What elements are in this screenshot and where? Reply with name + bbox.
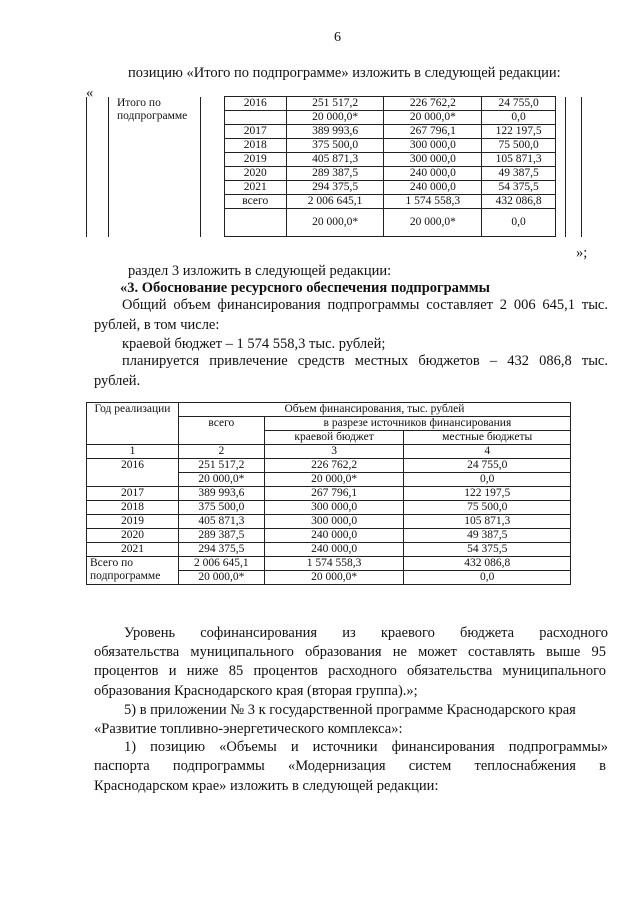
- para2: краевой бюджет – 1 574 558,3 тыс. рублей;: [122, 336, 386, 352]
- regional-cell: 300 000,0: [264, 501, 404, 515]
- table-row: [87, 543, 571, 557]
- section-heading: «3. Обоснование ресурсного обеспечения подпрограммы: [120, 280, 490, 296]
- year-cell: 2017: [87, 487, 179, 501]
- header-total: всего: [178, 417, 264, 445]
- intro-line: позицию «Итого по подпрограмме» изложить в следующей редакции:: [128, 65, 561, 81]
- table-row: [87, 529, 571, 543]
- total-cell: 20 000,0*: [178, 571, 264, 585]
- total-cell: 294 375,5: [178, 543, 264, 557]
- local-cell: 122 197,5: [482, 125, 556, 139]
- total-label-line2: подпрограмме: [116, 109, 188, 122]
- local-cell: 24 755,0: [482, 97, 556, 111]
- regional-cell: 20 000,0*: [264, 571, 404, 585]
- para1-line2: рублей, в том числе:: [94, 317, 220, 333]
- local-cell: 75 500,0: [482, 139, 556, 153]
- regional-cell: 300 000,0: [264, 515, 404, 529]
- regional-cell: 20 000,0*: [264, 473, 404, 487]
- table-row: [87, 557, 571, 571]
- local-cell: 54 375,5: [404, 543, 571, 557]
- total-cell: 289 387,5: [178, 529, 264, 543]
- para4-line4: образования Краснодарского края (вторая группа).»;: [94, 683, 418, 699]
- total-cell: 405 871,3: [286, 153, 384, 167]
- local-cell: 54 375,5: [482, 181, 556, 195]
- total-cell: 20 000,0*: [286, 111, 384, 125]
- financing-table: [86, 402, 571, 585]
- table-row: [87, 501, 571, 515]
- open-quote: «: [86, 85, 94, 101]
- year-cell: 2021: [224, 181, 286, 195]
- regional-cell: 267 796,1: [264, 487, 404, 501]
- total-label-line1: Всего по: [90, 557, 133, 569]
- total-cell: 289 387,5: [286, 167, 384, 181]
- local-cell: 0,0: [482, 209, 556, 237]
- local-cell: 432 086,8: [404, 557, 571, 571]
- para3-line2: рублей.: [94, 373, 141, 389]
- header-volume: Объем финансирования, тыс. рублей: [178, 403, 570, 417]
- page-number: 6: [334, 30, 341, 45]
- local-cell: 105 871,3: [482, 153, 556, 167]
- blank-col: [556, 97, 566, 237]
- total-cell: 2 006 645,1: [286, 195, 384, 209]
- total-cell: 20 000,0*: [286, 209, 384, 237]
- regional-cell: 20 000,0*: [384, 111, 482, 125]
- regional-cell: 300 000,0: [384, 153, 482, 167]
- total-cell: 389 993,6: [178, 487, 264, 501]
- para5-line2: «Развитие топливно-энергетического комплекса»:: [94, 721, 403, 737]
- regional-cell: 1 574 558,3: [384, 195, 482, 209]
- total-cell: 389 993,6: [286, 125, 384, 139]
- col-number: 2: [178, 445, 264, 459]
- regional-cell: 240 000,0: [384, 167, 482, 181]
- year-cell: 2018: [87, 501, 179, 515]
- regional-cell: 1 574 558,3: [264, 557, 404, 571]
- total-cell: 375 500,0: [178, 501, 264, 515]
- col-number: 4: [404, 445, 571, 459]
- local-cell: 49 387,5: [404, 529, 571, 543]
- year-cell: 2020: [224, 167, 286, 181]
- regional-cell: 226 762,2: [384, 97, 482, 111]
- year-cell: 2018: [224, 139, 286, 153]
- local-cell: 0,0: [404, 473, 571, 487]
- blank-col: [566, 97, 582, 237]
- para4-line2: обязательства муниципального образования не может составлять выше 95: [94, 644, 606, 660]
- total-cell: 405 871,3: [178, 515, 264, 529]
- para4-line1: Уровень софинансирования из краевого бюджета расходного: [124, 625, 608, 641]
- year-cell: 2019: [87, 515, 179, 529]
- para1-line1: Общий объем финансирования подпрограммы составляет 2 006 645,1 тыс.: [122, 297, 608, 313]
- total-label-cell: [108, 97, 200, 237]
- total-cell: 251 517,2: [178, 459, 264, 473]
- local-cell: 122 197,5: [404, 487, 571, 501]
- year-cell: [224, 111, 286, 125]
- header-regional: краевой бюджет: [264, 431, 404, 445]
- regional-cell: 20 000,0*: [384, 209, 482, 237]
- regional-cell: 240 000,0: [384, 181, 482, 195]
- regional-cell: 240 000,0: [264, 529, 404, 543]
- total-cell: 375 500,0: [286, 139, 384, 153]
- year-cell: 2017: [224, 125, 286, 139]
- total-label-line1: Итого по: [116, 96, 161, 109]
- total-label-cell: [87, 557, 179, 585]
- total-cell: 2 006 645,1: [178, 557, 264, 571]
- spacer-col: [200, 97, 224, 237]
- para5-line1: 5) в приложении № 3 к государственной программе Краснодарского края: [124, 702, 576, 718]
- para3-line1: планируется привлечение средств местных бюджетов – 432 086,8 тыс.: [122, 353, 608, 369]
- section-line: раздел 3 изложить в следующей редакции:: [128, 263, 392, 279]
- year-cell: 2019: [224, 153, 286, 167]
- col-number: 1: [87, 445, 179, 459]
- table-row: [87, 459, 571, 473]
- local-cell: 24 755,0: [404, 459, 571, 473]
- para6-line1: 1) позицию «Объемы и источники финансирования подпрограммы»: [124, 739, 608, 755]
- local-cell: 0,0: [404, 571, 571, 585]
- col-number: 3: [264, 445, 404, 459]
- year-cell: всего: [224, 195, 286, 209]
- regional-cell: 226 762,2: [264, 459, 404, 473]
- total-cell: 294 375,5: [286, 181, 384, 195]
- blank-col: [87, 97, 109, 237]
- header-breakdown: в разрезе источников финансирования: [264, 417, 570, 431]
- year-cell: 2021: [87, 543, 179, 557]
- table-row: [87, 487, 571, 501]
- total-cell: 20 000,0*: [178, 473, 264, 487]
- local-cell: 105 871,3: [404, 515, 571, 529]
- header-year: Год реализации: [87, 403, 179, 445]
- local-cell: 75 500,0: [404, 501, 571, 515]
- year-cell: 2016: [224, 97, 286, 111]
- table-row: [87, 515, 571, 529]
- total-label-line2: подпрограмме: [90, 570, 161, 582]
- close-quote: »;: [576, 245, 588, 261]
- regional-cell: 240 000,0: [264, 543, 404, 557]
- local-cell: 432 086,8: [482, 195, 556, 209]
- para6-line2: паспорта подпрограммы «Модернизация систем теплоснабжения в: [94, 758, 606, 774]
- para6-line3: Краснодарском крае» изложить в следующей редакции:: [94, 778, 439, 794]
- para4-line3: процентов и ниже 85 процентов расходного обязательства муниципального: [94, 663, 606, 679]
- header-local: местные бюджеты: [404, 431, 571, 445]
- local-cell: 49 387,5: [482, 167, 556, 181]
- subprogram-total-table: [86, 96, 582, 237]
- regional-cell: 267 796,1: [384, 125, 482, 139]
- local-cell: 0,0: [482, 111, 556, 125]
- regional-cell: 300 000,0: [384, 139, 482, 153]
- year-cell: [224, 209, 286, 237]
- year-cell: 2016: [87, 459, 179, 487]
- total-cell: 251 517,2: [286, 97, 384, 111]
- year-cell: 2020: [87, 529, 179, 543]
